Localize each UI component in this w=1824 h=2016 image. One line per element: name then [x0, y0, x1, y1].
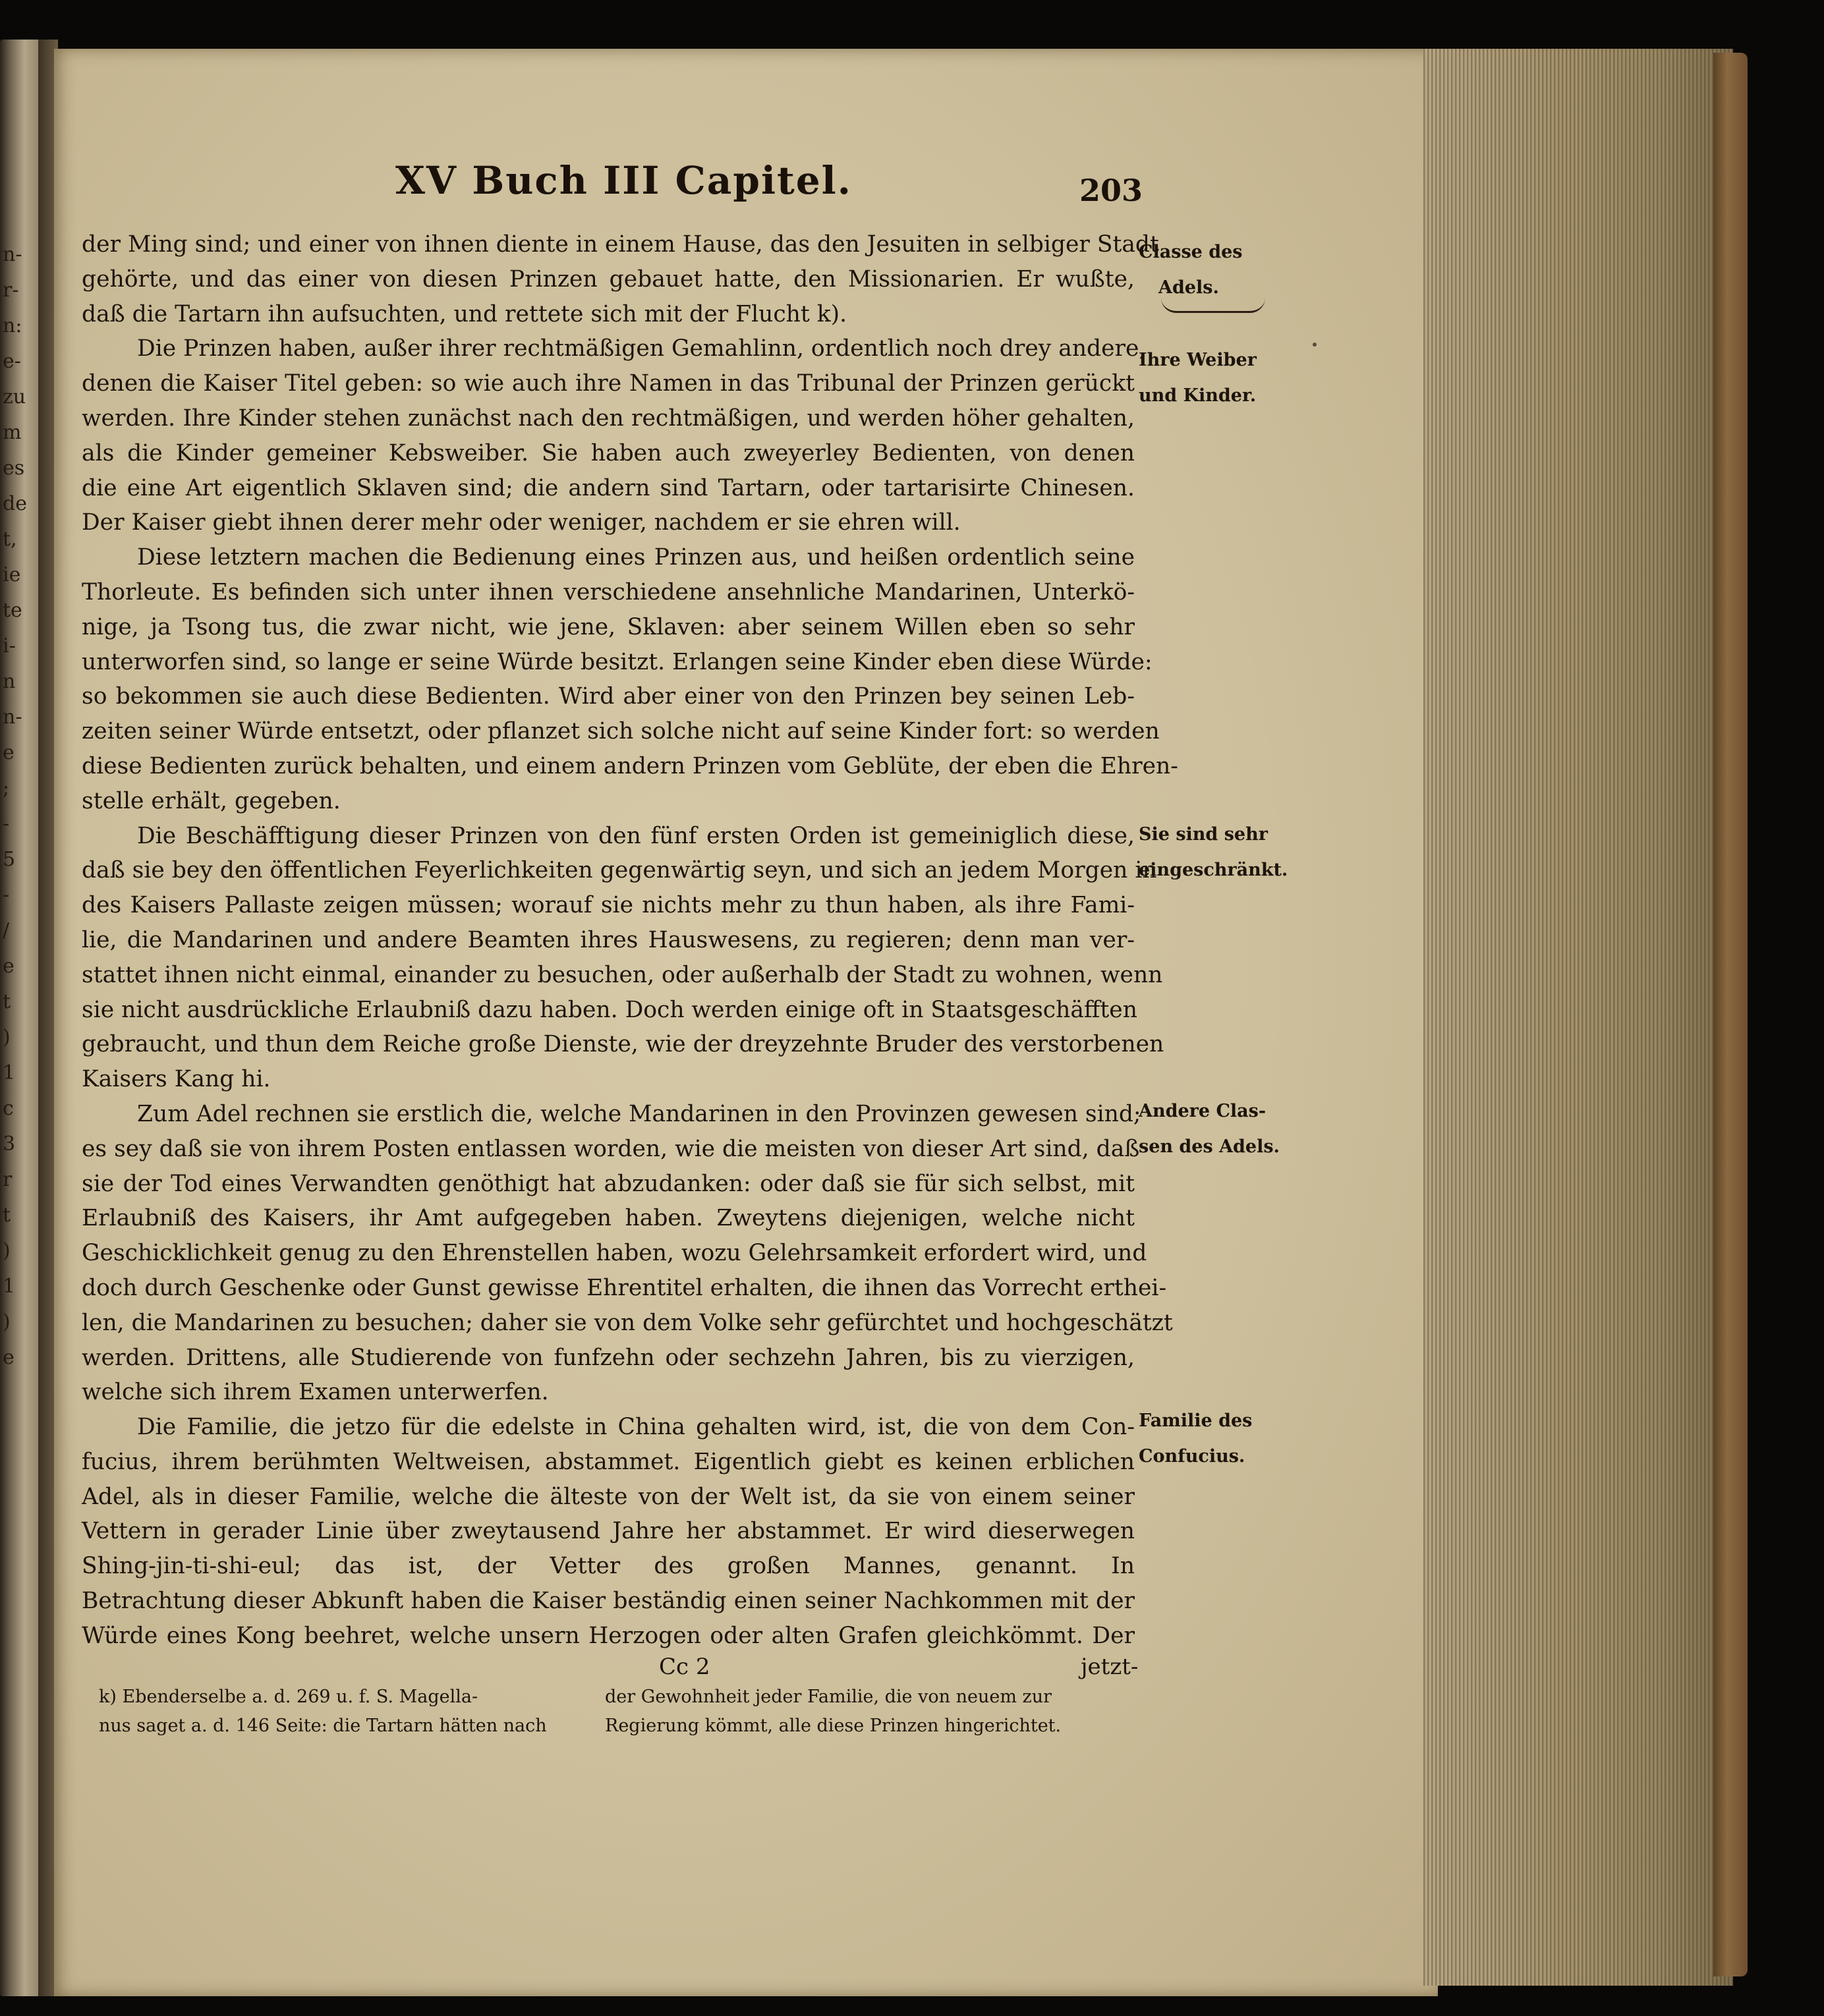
left-margin-fragment: e — [3, 955, 14, 978]
body-line: Adel, als in dieser Familie, welche die älteste von der Welt ist, da sie von einem seiner — [82, 1483, 1135, 1510]
body-line: zeiten seiner Würde entsetzt, oder pflanzet sich solche nicht auf seine Kinder fort: so werden — [82, 718, 1160, 745]
sidenote-classe-des-adels — [1139, 235, 1270, 306]
left-margin-fragment: e- — [3, 350, 21, 373]
body-line: Der Kaiser giebt ihnen derer mehr oder weniger, nachdem er sie ehren will. — [82, 509, 961, 536]
left-margin-fragment: n- — [3, 706, 22, 729]
body-line: Zum Adel rechnen sie erstlich die, welche Mandarinen in den Provinzen gewesen sind; — [137, 1100, 1141, 1127]
left-margin-fragment: e — [3, 741, 14, 764]
sidenote-familie-confucius — [1139, 1403, 1270, 1474]
sidenote-weiber-kinder — [1139, 343, 1270, 414]
left-margin-fragment: ie — [3, 563, 21, 586]
body-line: Erlaubniß des Kaisers, ihr Amt aufgegeben haben. Zweytens diejenigen, welche nicht — [82, 1205, 1135, 1232]
body-line: so bekommen sie auch diese Bedienten. Wird aber einer von den Prinzen bey seinen Leb- — [82, 683, 1135, 710]
left-margin-fragment: i- — [3, 634, 16, 658]
left-margin-fragment: 1 — [3, 1061, 16, 1084]
left-margin-fragment: / — [3, 919, 10, 942]
left-margin-fragment: r- — [3, 279, 19, 302]
left-margin-fragment: n — [3, 670, 16, 693]
signature-mark: Cc 2 — [659, 1654, 710, 1680]
sidenote-line: Adels. — [1158, 277, 1219, 298]
sidenote-eingeschraenkt — [1139, 817, 1288, 888]
body-line: daß die Tartarn ihn aufsuchten, und rettete sich mit der Flucht k). — [82, 300, 847, 327]
sidenote-line: Familie des — [1139, 1411, 1253, 1431]
page-number: 203 — [1079, 173, 1143, 208]
left-margin-fragment: ) — [3, 1239, 11, 1262]
body-line: Würde eines Kong beehret, welche unsern Herzogen oder alten Grafen gleichkömmt. Der — [82, 1622, 1135, 1649]
body-line: fucius, ihrem berühmten Weltweisen, abstammet. Eigentlich giebt es keinen erblichen — [82, 1448, 1135, 1475]
body-line: werden. Drittens, alle Studierende von funfzehn oder sechzehn Jahren, bis zu vierzigen, — [82, 1344, 1135, 1371]
left-margin-fragment: c — [3, 1097, 14, 1120]
sidenote-line: Ihre Weiber — [1139, 350, 1257, 370]
left-margin-fragment: - — [3, 883, 10, 907]
sidenote-line: Sie sind sehr — [1139, 824, 1268, 845]
body-line: gebraucht, und thun dem Reiche große Dienste, wie der dreyzehnte Bruder des verstorbenen — [82, 1031, 1164, 1058]
body-line: des Kaisers Pallaste zeigen müssen; worauf sie nichts mehr zu thun haben, als ihre Fami- — [82, 892, 1135, 919]
left-margin-fragment: ) — [3, 1310, 11, 1333]
left-margin-fragment: ) — [3, 1026, 11, 1049]
running-title: XV Buch III Capitel. — [395, 158, 852, 203]
left-margin-fragment: n- — [3, 243, 22, 266]
footnote-column-left — [99, 1683, 580, 1741]
body-line: daß sie bey den öffentlichen Feyerlichkeiten gegenwärtig seyn, und sich an jedem Morgen in — [82, 857, 1157, 884]
left-margin-fragment: te — [3, 599, 22, 622]
body-line: Betrachtung dieser Abkunft haben die Kaiser beständig einen seiner Nachkommen mit der — [82, 1588, 1135, 1615]
catchword: jetzt- — [1081, 1654, 1139, 1680]
left-margin-fragment: 5 — [3, 848, 16, 871]
body-line: werden. Ihre Kinder stehen zunächst nach den rechtmäßigen, und werden höher gehalten, — [82, 405, 1135, 432]
body-line: sie der Tod eines Verwandten genöthigt hat abzudanken: oder daß sie für sich selbst, mit — [82, 1170, 1135, 1197]
left-margin-fragment: t — [3, 990, 11, 1013]
sidenote-line: eingeschränkt. — [1139, 860, 1288, 880]
sidenote-line: Confucius. — [1139, 1446, 1245, 1467]
footnote-line: der Gewohnheit jeder Familie, die von neuem zur — [605, 1687, 1052, 1707]
body-line: nige, ja Tsong tus, die zwar nicht, wie jene, Sklaven: aber seinem Willen eben so sehr — [82, 613, 1135, 640]
body-line: die eine Art eigentlich Sklaven sind; die andern sind Tartarn, oder tartarisirte Chinesen. — [82, 474, 1135, 501]
body-line: stelle erhält, gegeben. — [82, 787, 341, 814]
left-margin-fragment: de — [3, 492, 27, 515]
footnote-line: nus saget a. d. 146 Seite: die Tartarn hätten nach — [99, 1716, 547, 1736]
body-line: lie, die Mandarinen und andere Beamten ihres Hauswesens, zu regieren; denn man ver- — [82, 926, 1135, 953]
body-line: doch durch Geschenke oder Gunst gewisse Ehrentitel erhalten, die ihnen das Vorrecht erthei- — [82, 1274, 1167, 1301]
body-line: stattet ihnen nicht einmal, einander zu besuchen, oder außerhalb der Stadt zu wohnen, wenn — [82, 961, 1163, 988]
left-page-edge — [0, 40, 41, 1996]
body-line: als die Kinder gemeiner Kebsweiber. Sie haben auch zweyerley Bedienten, von denen — [82, 439, 1135, 466]
body-line: Vettern in gerader Linie über zweytausend Jahre her abstammet. Er wird dieserwegen — [82, 1518, 1135, 1545]
left-margin-fragment: zu — [3, 385, 26, 408]
sidenote-andere-classen — [1139, 1094, 1280, 1165]
body-line: len, die Mandarinen zu besuchen; daher sie von dem Volke sehr gefürchtet und hochgeschätzt — [82, 1309, 1173, 1336]
body-line: Geschicklichkeit genug zu den Ehrenstellen haben, wozu Gelehrsamkeit erfordert wird, und — [82, 1240, 1147, 1267]
ink-speck — [1313, 343, 1317, 347]
page-fore-edge — [1423, 49, 1733, 1986]
body-line: Thorleute. Es befinden sich unter ihnen verschiedene ansehnliche Mandarinen, Unterkö- — [82, 578, 1135, 605]
body-line: denen die Kaiser Titel geben: so wie auch ihre Namen in das Tribunal der Prinzen gerückt — [82, 370, 1135, 397]
left-margin-fragment: - — [3, 812, 10, 835]
left-margin-fragment: 3 — [3, 1133, 16, 1156]
sidenote-line: und Kinder. — [1139, 385, 1257, 406]
footnote-line: Regierung kömmt, alle diese Prinzen hingerichtet. — [605, 1716, 1062, 1736]
left-margin-fragment: r — [3, 1168, 13, 1191]
left-margin-fragment: 1 — [3, 1275, 16, 1298]
left-margin-fragment: n: — [3, 314, 22, 337]
book-cover-edge — [1713, 53, 1748, 1976]
body-line: unterworfen sind, so lange er seine Würde besitzt. Erlangen seine Kinder eben diese Würde: — [82, 648, 1153, 675]
sidenote-bracket — [1161, 298, 1265, 313]
body-line: der Ming sind; und einer von ihnen diente in einem Hause, das den Jesuiten in selbiger Stadt — [82, 231, 1159, 258]
left-margin-fragment: e — [3, 1346, 14, 1369]
body-line: gehörte, und das einer von diesen Prinzen gebauet hatte, den Missionarien. Er wußte, — [82, 266, 1135, 293]
left-margin-fragment: t — [3, 1204, 11, 1227]
body-line: Kaisers Kang hi. — [82, 1066, 271, 1093]
body-line: Shing-jin-ti-shi-eul; das ist, der Vetter des großen Mannes, genannt. In — [82, 1553, 1135, 1580]
body-line: Die Prinzen haben, außer ihrer rechtmäßigen Gemahlinn, ordentlich noch drey andere, — [137, 335, 1147, 362]
left-margin-fragment: es — [3, 457, 25, 480]
sidenote-line: Classe des — [1139, 242, 1243, 262]
left-margin-fragment: m — [3, 421, 22, 444]
body-line: es sey daß sie von ihrem Posten entlassen worden, wie die meisten von dieser Art sind, daß — [82, 1135, 1140, 1162]
footnote-line: k) Ebenderselbe a. d. 269 u. f. S. Magella- — [99, 1687, 478, 1707]
body-line: Die Beschäfftigung dieser Prinzen von den fünf ersten Orden ist gemeiniglich diese, — [137, 822, 1135, 849]
body-line: diese Bedienten zurück behalten, und einem andern Prinzen vom Geblüte, der eben die Ehren- — [82, 752, 1178, 779]
left-margin-fragment: t, — [3, 528, 17, 551]
left-page-margin-fragments — [3, 237, 40, 1752]
body-line: sie nicht ausdrückliche Erlaubniß dazu haben. Doch werden einige oft in Staatsgeschäfften — [82, 996, 1137, 1023]
body-text — [82, 227, 1178, 1654]
body-line: welche sich ihrem Examen unterwerfen. — [82, 1379, 549, 1406]
sidenote-line: Andere Clas- — [1139, 1101, 1267, 1121]
footnote-column-right — [605, 1683, 1140, 1741]
sidenote-line: sen des Adels. — [1139, 1136, 1280, 1157]
left-margin-fragment: ; — [3, 777, 10, 800]
body-line: Diese letztern machen die Bedienung eines Prinzen aus, und heißen ordentlich seine — [137, 544, 1135, 571]
body-line: Die Familie, die jetzo für die edelste in China gehalten wird, ist, die von dem Con- — [137, 1414, 1135, 1441]
